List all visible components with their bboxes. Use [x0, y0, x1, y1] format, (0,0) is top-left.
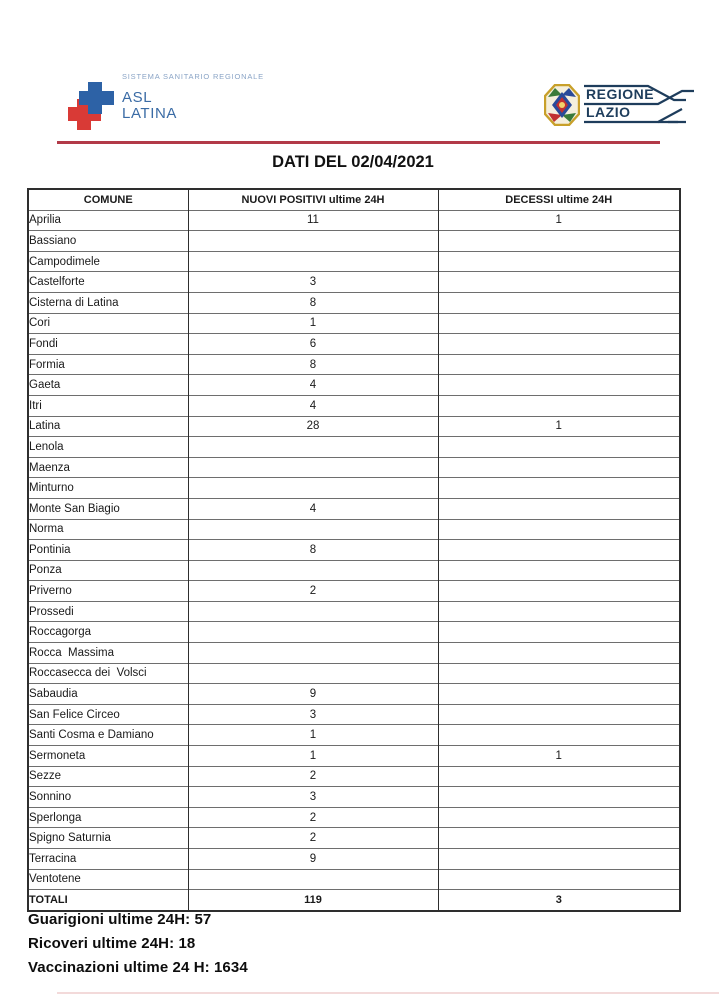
comune-cell: Formia — [28, 354, 188, 375]
comune-cell: Ponza — [28, 560, 188, 581]
decessi-cell — [438, 334, 680, 355]
table-row — [28, 354, 680, 375]
header-red-rule — [57, 141, 660, 144]
table-row — [28, 601, 680, 622]
positivi-cell: 6 — [188, 334, 438, 355]
decessi-cell — [438, 766, 680, 787]
decessi-cell — [438, 540, 680, 561]
decessi-cell — [438, 601, 680, 622]
header-nuovi-positivi: NUOVI POSITIVI ultime 24H — [188, 189, 438, 210]
decessi-cell — [438, 807, 680, 828]
comune-cell: Minturno — [28, 478, 188, 499]
table-row — [28, 478, 680, 499]
decessi-cell — [438, 663, 680, 684]
summary-ricoveri: Ricoveri ultime 24H: 18 — [28, 935, 196, 952]
summary-guarigioni: Guarigioni ultime 24H: 57 — [28, 911, 212, 928]
header-decessi: DECESSI ultime 24H — [438, 189, 680, 210]
decessi-cell — [438, 725, 680, 746]
positivi-cell — [188, 601, 438, 622]
comune-cell: Sabaudia — [28, 684, 188, 705]
positivi-cell — [188, 560, 438, 581]
positivi-cell: 1 — [188, 725, 438, 746]
comune-cell: Latina — [28, 416, 188, 437]
decessi-cell — [438, 498, 680, 519]
decessi-cell — [438, 231, 680, 252]
header-comune: COMUNE — [83, 193, 133, 206]
comune-cell: Bassiano — [28, 231, 188, 252]
positivi-cell: 9 — [188, 684, 438, 705]
table-row — [28, 375, 680, 396]
comune-cell: Spigno Saturnia — [28, 828, 188, 849]
decessi-cell — [438, 251, 680, 272]
comune-cell: Monte San Biagio — [28, 498, 188, 519]
table-row — [28, 643, 680, 664]
positivi-cell — [188, 457, 438, 478]
comune-cell: Terracina — [28, 849, 188, 870]
decessi-cell — [438, 704, 680, 725]
asl-name-line2: LATINA — [122, 105, 178, 122]
positivi-cell — [188, 478, 438, 499]
comune-cell: Cori — [28, 313, 188, 334]
positivi-cell — [188, 519, 438, 540]
comune-cell: Norma — [28, 519, 188, 540]
comune-cell: San Felice Circeo — [28, 704, 188, 725]
asl-latina-logo — [68, 72, 368, 140]
regione-line2: LAZIO — [586, 104, 631, 120]
table-row — [28, 395, 680, 416]
positivi-cell: 8 — [188, 354, 438, 375]
decessi-cell — [438, 478, 680, 499]
comune-cell: Maenza — [28, 457, 188, 478]
decessi-cell — [438, 519, 680, 540]
regione-line1: REGIONE — [586, 86, 655, 102]
positivi-cell: 28 — [188, 416, 438, 437]
positivi-cell: 3 — [188, 787, 438, 808]
positivi-cell — [188, 251, 438, 272]
positivi-cell: 3 — [188, 272, 438, 293]
comune-cell: Roccagorga — [28, 622, 188, 643]
comune-cell: Rocca Massima — [28, 643, 188, 664]
asl-tagline: SISTEMA SANITARIO REGIONALE — [122, 72, 264, 81]
positivi-cell: 2 — [188, 766, 438, 787]
positivi-cell: 2 — [188, 828, 438, 849]
page-title: DATI DEL 02/04/2021 — [272, 153, 434, 171]
table-row — [28, 498, 680, 519]
decessi-cell — [438, 313, 680, 334]
table-row — [28, 560, 680, 581]
table-row — [28, 766, 680, 787]
decessi-cell — [438, 643, 680, 664]
decessi-cell — [438, 354, 680, 375]
total-positivi: 119 — [188, 890, 438, 911]
decessi-cell — [438, 292, 680, 313]
table-row — [28, 231, 680, 252]
comune-cell: Sonnino — [28, 787, 188, 808]
decessi-cell — [438, 684, 680, 705]
total-decessi: 3 — [438, 890, 680, 911]
covid-data-table — [27, 188, 681, 912]
comune-cell: Sezze — [28, 766, 188, 787]
table-row — [28, 869, 680, 890]
positivi-cell: 2 — [188, 807, 438, 828]
decessi-cell: 1 — [438, 210, 680, 231]
positivi-cell: 2 — [188, 581, 438, 602]
table-row — [28, 787, 680, 808]
table-row — [28, 313, 680, 334]
table-row — [28, 457, 680, 478]
table-header-row — [28, 189, 680, 210]
positivi-cell — [188, 869, 438, 890]
table-row — [28, 437, 680, 458]
table-row — [28, 663, 680, 684]
decessi-cell: 1 — [438, 416, 680, 437]
summary-vaccinazioni: Vaccinazioni ultime 24 H: 1634 — [28, 959, 248, 976]
positivi-cell: 9 — [188, 849, 438, 870]
positivi-cell — [188, 643, 438, 664]
table-row — [28, 725, 680, 746]
positivi-cell: 8 — [188, 540, 438, 561]
decessi-cell — [438, 560, 680, 581]
total-label: TOTALI — [28, 890, 188, 911]
comune-cell: Ventotene — [28, 869, 188, 890]
comune-cell: Sermoneta — [28, 746, 188, 767]
regione-lazio-wordmark — [586, 85, 654, 121]
table-row — [28, 540, 680, 561]
table-row — [28, 704, 680, 725]
comune-cell: Pontinia — [28, 540, 188, 561]
comune-cell: Santi Cosma e Damiano — [28, 725, 188, 746]
asl-name-line1: ASL — [122, 89, 153, 106]
table-row — [28, 828, 680, 849]
asl-logo-text — [122, 72, 264, 122]
positivi-cell: 8 — [188, 292, 438, 313]
comune-cell: Itri — [28, 395, 188, 416]
table-row — [28, 251, 680, 272]
asl-cross-icon — [68, 82, 115, 131]
table-row — [28, 622, 680, 643]
regione-lazio-emblem-icon — [544, 84, 580, 126]
decessi-cell — [438, 272, 680, 293]
regione-lazio-logo — [544, 82, 704, 130]
positivi-cell: 3 — [188, 704, 438, 725]
positivi-cell: 11 — [188, 210, 438, 231]
positivi-cell — [188, 231, 438, 252]
table-row — [28, 272, 680, 293]
table-row — [28, 292, 680, 313]
table-row — [28, 334, 680, 355]
decessi-cell: 1 — [438, 746, 680, 767]
comune-cell: Castelforte — [28, 272, 188, 293]
decessi-cell — [438, 457, 680, 478]
positivi-cell: 4 — [188, 375, 438, 396]
positivi-cell: 1 — [188, 313, 438, 334]
comune-cell: Fondi — [28, 334, 188, 355]
table-row — [28, 416, 680, 437]
table-row — [28, 581, 680, 602]
table-total-row — [28, 890, 680, 911]
decessi-cell — [438, 437, 680, 458]
decessi-cell — [438, 828, 680, 849]
comune-cell: Priverno — [28, 581, 188, 602]
comune-cell: Lenola — [28, 437, 188, 458]
comune-cell: Gaeta — [28, 375, 188, 396]
decessi-cell — [438, 787, 680, 808]
comune-cell: Sperlonga — [28, 807, 188, 828]
table-row — [28, 807, 680, 828]
table-row — [28, 519, 680, 540]
comune-cell: Roccasecca dei Volsci — [28, 663, 188, 684]
comune-cell: Aprilia — [28, 210, 188, 231]
decessi-cell — [438, 395, 680, 416]
footer-faint-rule — [57, 992, 719, 994]
comune-cell: Cisterna di Latina — [28, 292, 188, 313]
comune-cell: Campodimele — [28, 251, 188, 272]
decessi-cell — [438, 622, 680, 643]
table-row — [28, 746, 680, 767]
decessi-cell — [438, 581, 680, 602]
positivi-cell: 4 — [188, 395, 438, 416]
table-row — [28, 684, 680, 705]
decessi-cell — [438, 849, 680, 870]
table-row — [28, 210, 680, 231]
positivi-cell: 1 — [188, 746, 438, 767]
decessi-cell — [438, 869, 680, 890]
positivi-cell — [188, 437, 438, 458]
positivi-cell — [188, 622, 438, 643]
table-row — [28, 849, 680, 870]
covid-data-table-wrap — [27, 188, 681, 912]
positivi-cell: 4 — [188, 498, 438, 519]
decessi-cell — [438, 375, 680, 396]
asl-name — [122, 90, 264, 122]
positivi-cell — [188, 663, 438, 684]
comune-cell: Prossedi — [28, 601, 188, 622]
